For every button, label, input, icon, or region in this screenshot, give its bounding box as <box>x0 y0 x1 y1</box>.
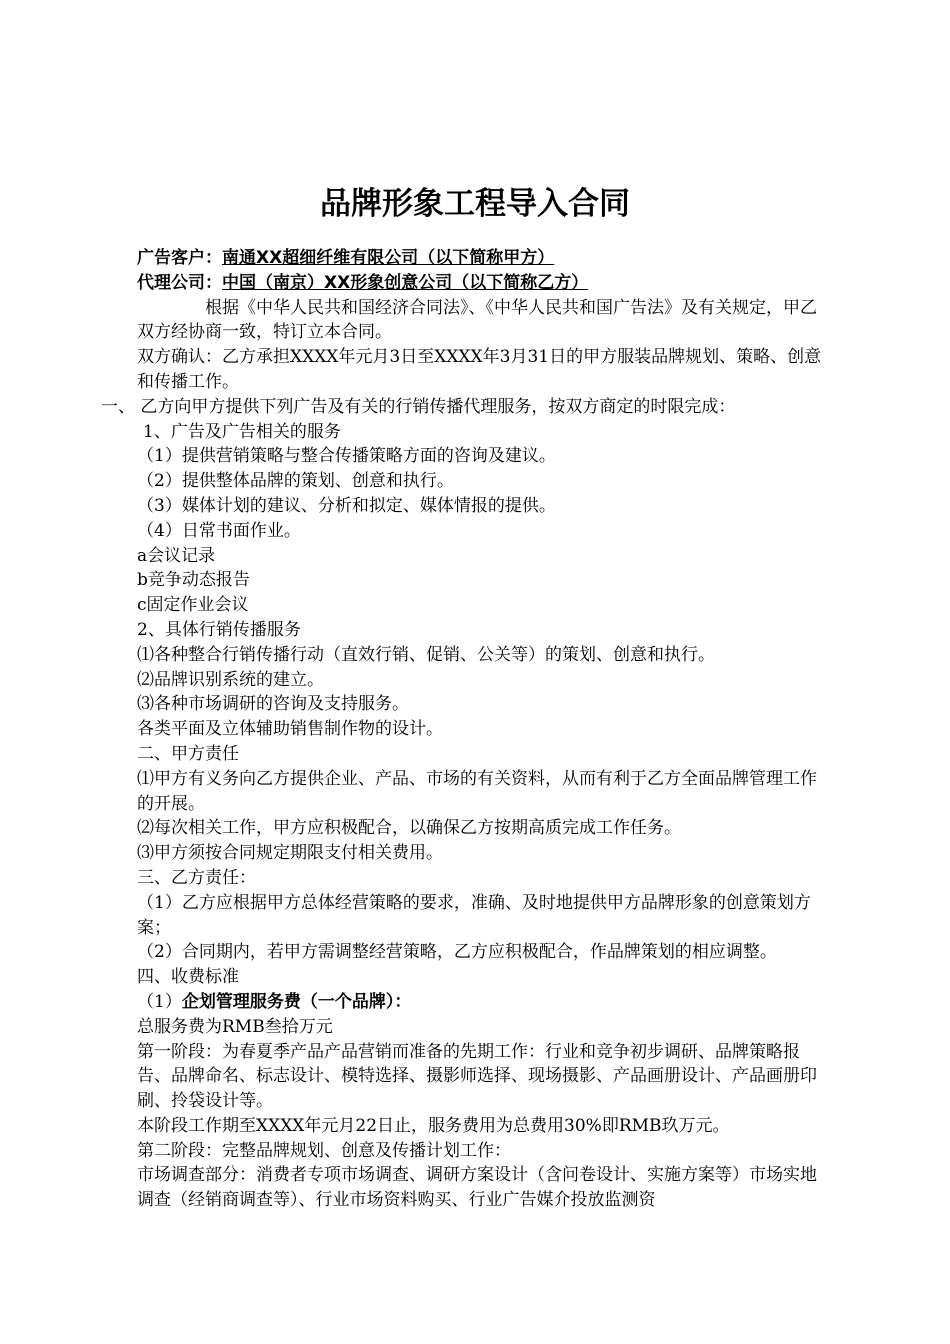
client-value: 南通XX超细纤维有限公司（以下简称甲方） <box>222 248 555 268</box>
list-item: （3）媒体计划的建议、分析和拟定、媒体情报的提供。 <box>137 495 556 516</box>
paragraph-phase-2: 第二阶段：完整品牌规划、创意及传播计划工作： <box>137 1140 511 1161</box>
document-body <box>101 246 827 1213</box>
section-heading-3: 三、乙方责任： <box>137 867 256 888</box>
paragraph-confirmation: 双方确认：乙方承担XXXX年元月3日至XXXX年3月31日的甲方服装品牌规划、策略、创意和传播工作。 <box>137 347 822 392</box>
list-item: （2）合同期内，若甲方需调整经营策略，乙方应积极配合，作品牌策划的相应调整。 <box>137 942 777 963</box>
list-item: ⑶甲方须按合同规定期限支付相关费用。 <box>137 843 443 864</box>
agency-line <box>137 271 827 296</box>
paragraph-preamble: 根据《中华人民共和国经济合同法》、《中华人民共和国广告法》及有关规定，甲乙双方经协商一致，特订立本合同。 <box>137 297 817 343</box>
list-item: 2、具体行销传播服务 <box>137 619 301 640</box>
list-item: ⑵每次相关工作，甲方应积极配合，以确保乙方按期高质完成工作任务。 <box>137 818 681 839</box>
paragraph-market-research: 市场调查部分：消费者专项市场调查、调研方案设计（含问卷设计、实施方案等）市场实地调查（经销商调查等）、行业市场资料购买、行业广告媒介投放监测资 <box>137 1165 817 1211</box>
list-item: a会议记录 <box>137 545 216 566</box>
fee-heading <box>137 990 827 1015</box>
section-heading-1: 一、 乙方向甲方提供下列广告及有关的行销传播代理服务，按双方商定的时限完成： <box>101 396 736 417</box>
list-item: （4）日常书面作业。 <box>137 520 301 541</box>
list-item: （1）乙方应根据甲方总体经营策略的要求，准确、及时地提供甲方品牌形象的创意策划方案； <box>137 892 811 938</box>
agency-label: 代理公司： <box>137 272 222 293</box>
list-item: ⑶各种市场调研的咨询及支持服务。 <box>137 694 409 715</box>
list-item: ⑴各种整合行销传播行动（直效行销、促销、公关等）的策划、创意和执行。 <box>137 644 715 665</box>
agency-value: 中国（南京）XX形象创意公司（以下简称乙方） <box>222 272 589 293</box>
list-item: （1）提供营销策略与整合传播策略方面的咨询及建议。 <box>137 446 556 467</box>
fee-heading-number: （1） <box>137 991 182 1012</box>
paragraph-phase-1: 第一阶段：为春夏季产品产品营销而准备的先期工作：行业和竞争初步调研、品牌策略报告、品牌命名、标志设计、模特选择、摄影师选择、现场摄影、产品画册设计、产品画册印刷、拎袋设计等。 <box>137 1041 817 1112</box>
section-heading-4: 四、收费标准 <box>137 967 239 988</box>
client-label: 广告客户： <box>137 248 222 268</box>
list-item: b竞争动态报告 <box>137 570 250 591</box>
list-item: ⑵品牌识别系统的建立。 <box>137 669 324 690</box>
list-item: ⑴甲方有义务向乙方提供企业、产品、市场的有关资料，从而有利于乙方全面品牌管理工作的开展。 <box>137 768 817 814</box>
list-item: c固定作业会议 <box>137 595 249 616</box>
list-item: 各类平面及立体辅助销售制作物的设计。 <box>137 719 443 740</box>
document-title: 品牌形象工程导入合同 <box>320 186 630 222</box>
list-item: （2）提供整体品牌的策划、创意和执行。 <box>137 471 454 492</box>
list-item: 1、广告及广告相关的服务 <box>143 421 341 442</box>
paragraph-phase-1-fee: 本阶段工作期至XXXX年元月22日止，服务费用为总费用30%即RMB玖万元。 <box>137 1115 730 1136</box>
section-heading-2: 二、甲方责任 <box>137 743 239 764</box>
paragraph-total-fee: 总服务费为RMB叁拾万元 <box>137 1016 333 1037</box>
client-line <box>137 246 827 271</box>
fee-heading-text: 企划管理服务费（一个品牌）： <box>181 991 412 1012</box>
